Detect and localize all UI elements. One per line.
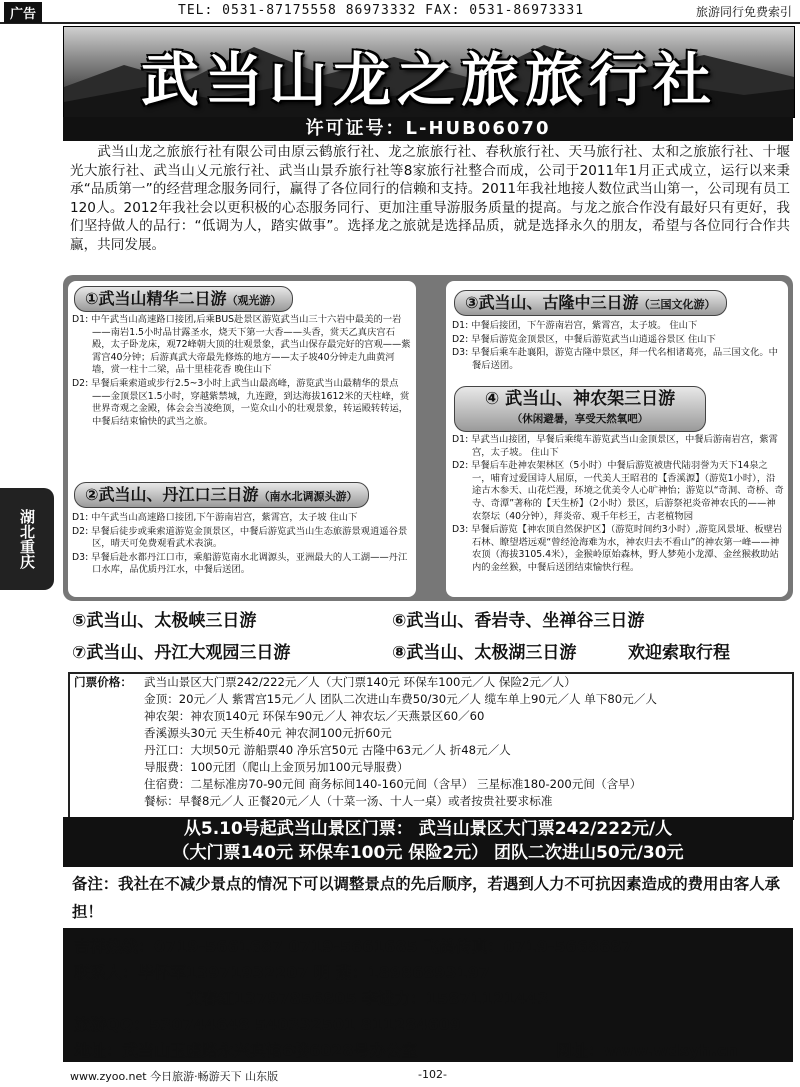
ticket-row: 导服费：100元团（爬山上金顶另加100元导服费） (144, 760, 409, 774)
tour1-subtitle: （观光游） (226, 294, 282, 307)
qq-numbers: 旅游QQ：530744648 540332501 811284609 (74, 1015, 461, 1034)
ticket-row: 餐标：早餐8元／人 正餐20元／人（十菜一汤、十人一桌）或者按贵社要求标准 (144, 794, 553, 808)
contact-persons-1: 联系人：毕怀军13971932207 明 燕：18986893197 (74, 963, 491, 982)
ticket-row: 金顶：20元／人 紫霄宫15元／人 团队二次进山车费50/30元／人 缆车单上90元／人 单下80元／人 (144, 692, 657, 706)
price-band-line2: （大门票140元 环保车100元 保险2元） 团队二次进山50元/30元 (172, 843, 684, 863)
price-band (63, 817, 793, 867)
ticket-row: 住宿费：二星标准房70-90元间 商务标间140-160元间（含早） 三星标准180-200元间（含早） (144, 777, 642, 791)
tour1-itinerary (72, 314, 412, 429)
tour5-title: ⑤武当山、太极峡三日游 (72, 611, 257, 631)
ticket-row: 香溪源头30元 天生桥40元 神农洞100元折60元 (144, 726, 392, 740)
region-tab: 湖北重庆 (0, 488, 54, 590)
tour3-subtitle: （三国文化游） (638, 298, 716, 311)
ticket-label: 门票价格： (74, 675, 132, 689)
tour3-day3: D3: 早餐后乘车赴襄阳，游览古隆中景区，拜一代名相诸葛亮，品三国文化。中餐后送团。 (452, 347, 778, 371)
ad-tag: 广告 (4, 2, 42, 23)
agency-title: 武当山龙之旅旅行社 (140, 46, 717, 114)
address: 地址：武当山玉虚路永兴宾馆6楼6028号办公室 (74, 1041, 418, 1060)
ticket-row: 丹江口：大坝50元 游船票40 净乐宫50元 古隆中63元／人 折48元／人 (144, 743, 511, 757)
company-intro (70, 143, 790, 254)
footer-source: www.zyoo.net 今日旅游·畅游天下 山东版 (70, 1070, 279, 1083)
tour2-day1: D1: 中午武当山高速路口接团,下午游南岩宫，紫霄宫，太子坡 住山下 (72, 512, 358, 523)
hotline: 吉祥热线：0719-5661687 0719-5661685 飞鸽传真：0719-5668687 (74, 937, 633, 956)
tour2-itinerary (72, 512, 412, 578)
remarks: 备注：我社在不减少景点的情况下可以调整景点的先后顺序，若遇到人力不可抗因素造成的费用由客人承担！ (72, 875, 780, 921)
ticket-row: 武当山景区大门票242/222元／人（大门票140元 环保车100元／人 保险2元／人） (144, 675, 576, 689)
tour4-day1: D1: 早武当山接团，早餐后乘缆车游览武当山金顶景区，中餐后游南岩宫，紫霄宫，太子坡。 住山下 (452, 434, 778, 458)
tour1-day2: D2: 早餐后乘索道或步行2.5~3小时上武当山最高峰，游览武当山最精华的景点——金顶景区1.5小时，穿越紫禁城，九连蹬，到达海拔1612米的天柱峰，赏世界奇观之金殿，体会会当凌绝顶，一览众山小的壮观景象，转运殿转转运，中餐后结束愉快的武当之旅。 (72, 377, 410, 427)
tour3-title (454, 290, 727, 316)
tour7-title: ⑦武当山、丹江大观园三日游 (72, 643, 291, 663)
banner (63, 26, 795, 118)
tour2-subtitle: （南水北调源头游） (258, 490, 358, 503)
tour3-itinerary (452, 320, 784, 373)
tour4-subtitle: （休闲避暑，享受天然氧吧） (511, 413, 649, 425)
tour2-day3: D3: 早餐后赴水都丹江口市，乘船游览南水北调源头，亚洲最大的人工湖——丹江口水库，品优质丹江水，中餐后送团。 (72, 551, 408, 576)
tour4-title-text: ④ 武当山、神农架三日游 (484, 389, 676, 409)
tour4-day3: D3: 早餐后游览【神农顶自然保护区】（游览时间约3小时）,游览风景垭、板壁岩石林、瞭望塔远观“曾经沧海难为水，神农归去不看山”的神农第一峰——神农顶（海拔3105.4米），金猴岭原始森林，野人梦苑小龙潭、金丝猴救助站内的金丝猴，中餐后送团结束愉快行程。 (452, 524, 783, 573)
tour4-title (454, 386, 706, 432)
tour4-itinerary (452, 434, 784, 576)
contact-persons-2: 艾春红13797856805 李进力：15871121443 (186, 989, 549, 1008)
ticket-row: 神农架：神农顶140元 环保车90元／人 神农坛／天燕景区60／60 (144, 709, 485, 723)
tour6-title: ⑥武当山、香岩寺、坐禅谷三日游 (392, 611, 645, 631)
tour1-day1: D1: 中午武当山高速路口接团,后乘BUS赴景区游览武当山三十六岩中最美的一岩——南岩1.5小时品甘露圣水，烧天下第一大香——头香，赏天乙真庆宫石殿，太子卧龙床，观72峰朝大顶的壮观景象，武当山保存最完好的宫观——紫霄宫40分钟；后游真武大帝最先修炼的地方——太子坡40分钟走九曲黄河墙，赏一柱十二梁，品十里桂花香 晚住山下 (72, 314, 411, 376)
welcome-text: 欢迎索取行程 (628, 643, 730, 663)
tour2-title-text: ②武当山、丹江口三日游 (85, 485, 259, 504)
tour1-title-text: ①武当山精华二日游 (85, 289, 227, 308)
tour2-day2: D2: 早餐后徒步或乘索道游览金顶景区，中餐后游览武当山生态旅游景观逍遥谷景区，晴天可免费观看武术表演。 (72, 525, 408, 550)
tour2-title (74, 482, 369, 508)
license-number: 许可证号：L-HUB06070 (63, 117, 793, 141)
page-number: -102- (418, 1068, 447, 1081)
tour3-title-text: ③武当山、古隆中三日游 (465, 293, 639, 312)
website: 网址：www.wdsyh.cn (556, 1041, 738, 1060)
tour4-day2: D2: 早餐后车赴神农架林区（5小时）中餐后游览被唐代陆羽誉为天下14泉之一，哺育过爱国诗人屈原，一代美人王昭君的【香溪源】（游览1小时），沿途古木参天、山花烂漫，环境之优美令人心旷神怡；游览以“奇洞、奇桥、奇寺、奇潭”著称的【天生桥】（2小时）景区，后游祭祀炎帝神农氏的——神农祭坛（40分钟），拜炎帝、观千年杉王，古老植物园 (452, 460, 784, 522)
tour3-day1: D1: 中餐后接团，下午游南岩宫，紫霄宫，太子坡。 住山下 (452, 320, 698, 331)
free-index-label: 旅游同行免费索引 (695, 5, 792, 19)
intro-paragraph: 武当山龙之旅旅行社有限公司由原云鹤旅行社、龙之旅旅行社、春秋旅行社、天马旅行社、太和之旅旅行社、十堰光大旅行社、武当山乂元旅行社、武当山景乔旅行社等8家旅行社整合而成，公司于2011年1月正式成立，运行以来秉承“品质第一”的经营理念服务同行，赢得了各位同行的信赖和支持。2011年我社地接人数位武当山第一，公司现有员工120人。2012年我社会以更积极的心态服务同行、更加注重导游服务质量的提高。与龙之旅合作没有最好只有更好，我们坚持做人的品行：“低调为人，踏实做事”。选择龙之旅就是选择品质，就是选择永久的朋友，希望与各位同行合作共赢，共同发展。 (70, 144, 790, 253)
tour1-title (74, 286, 293, 312)
price-band-line1: 从5.10号起武当山景区门票： 武当山景区大门票242/222元/人 (183, 819, 673, 839)
tour3-day2: D2: 早餐后游览金顶景区，中餐后游览武当山逍遥谷景区 住山下 (452, 333, 716, 345)
tel-fax: TEL: 0531-87175558 86973332 FAX: 0531-86973331 (178, 3, 585, 18)
tour8-title: ⑧武当山、太极湖三日游 (392, 643, 577, 663)
